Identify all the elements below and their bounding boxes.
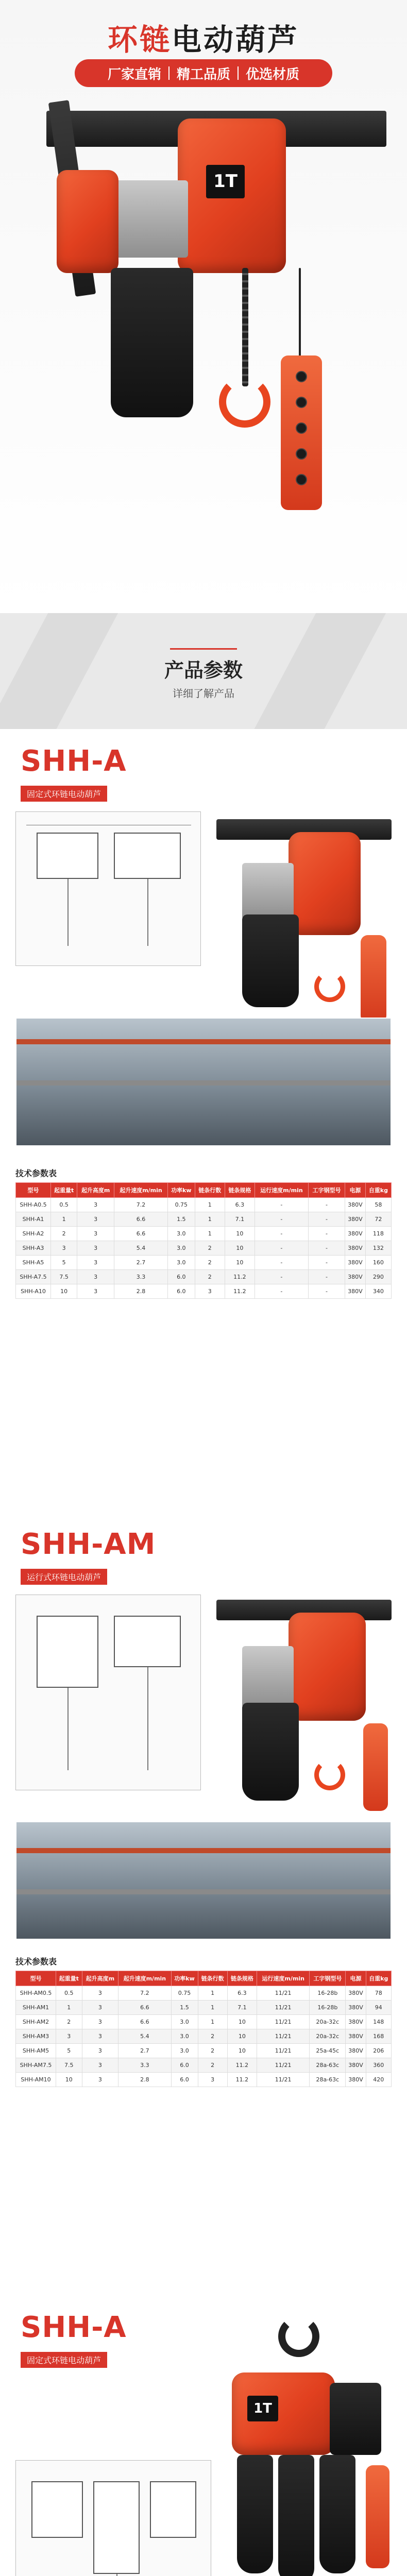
- table-cell: 160: [365, 1256, 391, 1270]
- table-row: [16, 2073, 392, 2087]
- table-cell: 2.7: [114, 1256, 168, 1270]
- table-cell: 1: [195, 1198, 225, 1212]
- table-cell: 28a-63c: [310, 2058, 346, 2073]
- table-header-cell: 型号: [16, 1183, 51, 1198]
- table-cell: -: [308, 1212, 345, 1227]
- table-cell: 2: [195, 1256, 225, 1270]
- technical-drawing: [15, 811, 201, 966]
- table-header-cell: 自重kg: [365, 1183, 391, 1198]
- table-cell: 6.6: [114, 1227, 168, 1241]
- table-cell: 3: [77, 1284, 114, 1299]
- hook-icon: [219, 376, 270, 428]
- banner-line: [170, 648, 237, 650]
- table-header-cell: 起升高度m: [77, 1183, 114, 1198]
- table-row: [16, 1256, 392, 1270]
- table-cell: 3: [50, 1241, 77, 1256]
- table-cell: 78: [366, 1986, 391, 2001]
- table-cell: -: [308, 1198, 345, 1212]
- spec-table-title: 技术参数表: [15, 1168, 57, 1178]
- pendant-control: [361, 935, 386, 1023]
- table-header-cell: 功率kw: [167, 1183, 195, 1198]
- drawing-line: [67, 879, 69, 946]
- table-cell: -: [308, 1284, 345, 1299]
- table-cell: 380V: [346, 2044, 366, 2058]
- table-cell: 3: [82, 1986, 118, 2001]
- table-cell: 11.2: [225, 1270, 255, 1284]
- hero-title-dark: 电动葫芦: [172, 22, 300, 57]
- table-cell: 1.5: [171, 2001, 198, 2015]
- drawing-line: [116, 2574, 117, 2576]
- table-cell: SHH-A0.5: [16, 1198, 51, 1212]
- params-subtitle: 详细了解产品: [173, 687, 234, 700]
- table-cell: 2.7: [118, 2044, 171, 2058]
- table-cell: 3: [77, 1241, 114, 1256]
- table-row: [16, 2058, 392, 2073]
- table-cell: -: [255, 1284, 308, 1299]
- table-cell: 3: [82, 2015, 118, 2029]
- hero-title-red: 环链: [107, 22, 172, 57]
- table-header-cell: 起升速度m/min: [114, 1183, 168, 1198]
- table-row: [16, 2029, 392, 2044]
- table-cell: 20a-32c: [310, 2029, 346, 2044]
- pendant-control: [363, 1723, 388, 1811]
- hoist-end-cover: [57, 170, 118, 273]
- product-block-1: [0, 729, 407, 1512]
- table-cell: 380V: [346, 2029, 366, 2044]
- table-cell: 10: [227, 2015, 257, 2029]
- table-header-cell: 链条规格: [225, 1183, 255, 1198]
- table-cell: SHH-A7.5: [16, 1270, 51, 1284]
- table-cell: SHH-AM0.5: [16, 1986, 56, 2001]
- table-row: [16, 1227, 392, 1241]
- chain-bag: [319, 2455, 355, 2573]
- chain-bag: [111, 268, 193, 417]
- table-cell: 16-28b: [310, 2001, 346, 2015]
- table-cell: 11.2: [227, 2058, 257, 2073]
- table-cell: 10: [50, 1284, 77, 1299]
- table-row: [16, 1986, 392, 2001]
- product-model-name: SHH-A: [21, 2311, 127, 2344]
- table-cell: 7.2: [114, 1198, 168, 1212]
- table-cell: 3.3: [114, 1270, 168, 1284]
- table-row: [16, 1241, 392, 1256]
- table-cell: 3.0: [167, 1241, 195, 1256]
- table-cell: 25a-45c: [310, 2044, 346, 2058]
- table-header-cell: 电源: [346, 1971, 366, 1986]
- table-cell: 380V: [346, 2073, 366, 2087]
- table-cell: 3: [77, 1227, 114, 1241]
- table-cell: 420: [366, 2073, 391, 2087]
- table-cell: 0.75: [171, 1986, 198, 2001]
- product-model-name: SHH-AM: [21, 1528, 156, 1561]
- table-cell: 3: [77, 1256, 114, 1270]
- table-header-cell: 链条行数: [198, 1971, 227, 1986]
- table-header-cell: 链条规格: [227, 1971, 257, 1986]
- table-cell: 2: [56, 2015, 82, 2029]
- top-hook-icon: [278, 2316, 319, 2357]
- table-cell: 11/21: [257, 2058, 310, 2073]
- table-cell: 2: [198, 2029, 227, 2044]
- table-cell: 2: [195, 1241, 225, 1256]
- table-cell: 380V: [346, 1986, 366, 2001]
- table-cell: 2.8: [118, 2073, 171, 2087]
- table-cell: -: [308, 1256, 345, 1270]
- table-row: [16, 1284, 392, 1299]
- product-description: 固定式环链电动葫芦: [21, 2352, 107, 2368]
- load-chain: [242, 268, 248, 386]
- table-cell: SHH-AM5: [16, 2044, 56, 2058]
- table-cell: 290: [365, 1270, 391, 1284]
- technical-drawing: [15, 2460, 211, 2576]
- table-cell: 6.6: [114, 1212, 168, 1227]
- table-header-cell: 链条行数: [195, 1183, 225, 1198]
- table-cell: SHH-AM7.5: [16, 2058, 56, 2073]
- table-cell: 10: [227, 2029, 257, 2044]
- table-cell: 10: [56, 2073, 82, 2087]
- badge-separator: [238, 66, 239, 80]
- params-title: 产品参数: [164, 659, 243, 682]
- table-cell: 1: [195, 1227, 225, 1241]
- chain-bag: [278, 2455, 314, 2576]
- table-cell: 3.3: [118, 2058, 171, 2073]
- table-header-cell: 运行速度m/min: [257, 1971, 310, 1986]
- table-cell: 16-28b: [310, 1986, 346, 2001]
- product-description: 固定式环链电动葫芦: [21, 786, 107, 802]
- table-cell: 3.0: [167, 1227, 195, 1241]
- table-cell: 11/21: [257, 2029, 310, 2044]
- hook-icon: [314, 1759, 345, 1790]
- table-cell: 3: [82, 2058, 118, 2073]
- table-header-cell: 起重量t: [56, 1971, 82, 1986]
- table-cell: 5.4: [118, 2029, 171, 2044]
- table-cell: 2: [195, 1270, 225, 1284]
- drawing-line: [147, 1667, 148, 1770]
- table-cell: 7.2: [118, 1986, 171, 2001]
- table-cell: 1: [198, 2015, 227, 2029]
- badge-quality: 精工品质: [176, 66, 230, 82]
- table-cell: -: [255, 1256, 308, 1270]
- table-cell: 7.5: [56, 2058, 82, 2073]
- product-block-3: [0, 2295, 407, 2576]
- table-cell: SHH-AM3: [16, 2029, 56, 2044]
- table-cell: 132: [365, 1241, 391, 1256]
- table-cell: 5.4: [114, 1241, 168, 1256]
- factory-photo: [15, 1821, 392, 1940]
- table-cell: 6.0: [167, 1270, 195, 1284]
- technical-drawing: [15, 1595, 201, 1790]
- product-block-2: [0, 1512, 407, 2295]
- table-header-cell: 起重量t: [50, 1183, 77, 1198]
- table-cell: 28a-63c: [310, 2073, 346, 2087]
- table-row: [16, 1270, 392, 1284]
- table-cell: 7.1: [225, 1212, 255, 1227]
- table-cell: 1: [50, 1212, 77, 1227]
- table-cell: 3: [82, 2073, 118, 2087]
- table-header-cell: 起升速度m/min: [118, 1971, 171, 1986]
- table-cell: 11/21: [257, 2044, 310, 2058]
- spec-table: [15, 1971, 392, 2087]
- table-cell: 2.8: [114, 1284, 168, 1299]
- table-header-cell: 起升高度m: [82, 1971, 118, 1986]
- table-cell: 3.0: [171, 2029, 198, 2044]
- table-cell: 20a-32c: [310, 2015, 346, 2029]
- table-cell: -: [255, 1241, 308, 1256]
- table-cell: SHH-AM10: [16, 2073, 56, 2087]
- table-cell: 380V: [345, 1227, 366, 1241]
- table-cell: 380V: [345, 1198, 366, 1212]
- badge-direct-sale: 厂家直销: [107, 66, 161, 82]
- table-cell: 1: [195, 1212, 225, 1227]
- table-cell: 10: [225, 1227, 255, 1241]
- table-cell: 11/21: [257, 2073, 310, 2087]
- table-cell: 3: [77, 1270, 114, 1284]
- table-cell: -: [255, 1198, 308, 1212]
- table-cell: 3.0: [167, 1256, 195, 1270]
- pendant-button-icon: [296, 448, 307, 460]
- table-cell: 3: [77, 1212, 114, 1227]
- table-cell: 11/21: [257, 1986, 310, 2001]
- crane-beam: [16, 1039, 391, 1044]
- hook-icon: [314, 971, 345, 1002]
- table-row: [16, 2001, 392, 2015]
- table-cell: SHH-A2: [16, 1227, 51, 1241]
- table-row: [16, 2015, 392, 2029]
- table-cell: SHH-AM1: [16, 2001, 56, 2015]
- table-cell: 3: [198, 2073, 227, 2087]
- table-cell: -: [308, 1241, 345, 1256]
- table-cell: 6.6: [118, 2015, 171, 2029]
- table-cell: 3: [82, 2001, 118, 2015]
- table-cell: -: [255, 1212, 308, 1227]
- table-header-cell: 工字钢型号: [308, 1183, 345, 1198]
- table-header-cell: 运行速度m/min: [255, 1183, 308, 1198]
- pendant-cable: [299, 268, 301, 361]
- table-row: [16, 1198, 392, 1212]
- table-cell: SHH-A5: [16, 1256, 51, 1270]
- table-cell: 3: [82, 2044, 118, 2058]
- table-cell: 3: [56, 2029, 82, 2044]
- pendant-control: [366, 2465, 389, 2568]
- hero-badges: [75, 59, 332, 87]
- table-header-cell: 功率kw: [171, 1971, 198, 1986]
- hoist-motor-body: [289, 1613, 366, 1721]
- table-cell: -: [308, 1270, 345, 1284]
- table-cell: 0.5: [56, 1986, 82, 2001]
- table-cell: 10: [227, 2044, 257, 2058]
- table-cell: 1.5: [167, 1212, 195, 1227]
- chain-bag: [237, 2455, 273, 2573]
- pendant-button-icon: [296, 474, 307, 485]
- table-cell: 380V: [346, 2015, 366, 2029]
- table-cell: 6.0: [171, 2073, 198, 2087]
- table-cell: 11/21: [257, 2015, 310, 2029]
- table-row: [16, 2044, 392, 2058]
- table-cell: 1: [198, 1986, 227, 2001]
- table-cell: 2: [50, 1227, 77, 1241]
- table-cell: 380V: [345, 1212, 366, 1227]
- table-cell: SHH-A3: [16, 1241, 51, 1256]
- table-cell: 58: [365, 1198, 391, 1212]
- table-cell: SHH-A1: [16, 1212, 51, 1227]
- capacity-plate: 1T: [247, 2396, 278, 2421]
- spec-table-title: 技术参数表: [15, 1957, 57, 1967]
- table-cell: 0.5: [50, 1198, 77, 1212]
- table-cell: 168: [366, 2029, 391, 2044]
- table-cell: 10: [225, 1241, 255, 1256]
- table-cell: 10: [225, 1256, 255, 1270]
- table-cell: 6.6: [118, 2001, 171, 2015]
- factory-photo: [15, 1018, 392, 1146]
- chain-bag: [242, 914, 299, 1007]
- crane-beam: [16, 1889, 391, 1894]
- pendant-button-icon: [296, 397, 307, 408]
- table-header-cell: 电源: [345, 1183, 366, 1198]
- table-cell: 94: [366, 2001, 391, 2015]
- drawing-box: [37, 1616, 98, 1688]
- table-cell: 3: [195, 1284, 225, 1299]
- table-header-cell: 自重kg: [366, 1971, 391, 1986]
- gear-housing: [330, 2383, 381, 2455]
- table-cell: -: [255, 1270, 308, 1284]
- table-cell: SHH-AM2: [16, 2015, 56, 2029]
- table-cell: 11.2: [225, 1284, 255, 1299]
- table-cell: 380V: [345, 1241, 366, 1256]
- hoist-gear-housing: [111, 180, 188, 258]
- table-cell: 0.75: [167, 1198, 195, 1212]
- drawing-box: [31, 2481, 83, 2538]
- drawing-box: [114, 833, 181, 879]
- crane-beam: [16, 1080, 391, 1086]
- table-header-cell: 型号: [16, 1971, 56, 1986]
- table-cell: 2: [198, 2058, 227, 2073]
- hero-title: [0, 15, 407, 59]
- table-cell: 380V: [345, 1256, 366, 1270]
- drawing-box: [114, 1616, 181, 1667]
- table-cell: 6.0: [167, 1284, 195, 1299]
- product-model-name: SHH-A: [21, 744, 127, 778]
- table-cell: 3: [77, 1198, 114, 1212]
- table-cell: 5: [50, 1256, 77, 1270]
- table-cell: 340: [365, 1284, 391, 1299]
- table-cell: 3.0: [171, 2044, 198, 2058]
- table-cell: 7.5: [50, 1270, 77, 1284]
- chain-bag: [242, 1703, 299, 1801]
- table-cell: -: [308, 1227, 345, 1241]
- table-cell: 72: [365, 1212, 391, 1227]
- table-cell: 7.1: [227, 2001, 257, 2015]
- hoist-gear-housing: [242, 863, 294, 920]
- table-cell: 6.0: [171, 2058, 198, 2073]
- table-cell: 2: [198, 2044, 227, 2058]
- table-cell: 1: [198, 2001, 227, 2015]
- drawing-box: [150, 2481, 196, 2538]
- table-cell: 1: [56, 2001, 82, 2015]
- table-cell: 118: [365, 1227, 391, 1241]
- params-banner: [0, 613, 407, 729]
- badge-material: 优选材质: [246, 66, 300, 82]
- capacity-plate: 1T: [206, 165, 245, 198]
- table-cell: 148: [366, 2015, 391, 2029]
- table-cell: 3: [82, 2029, 118, 2044]
- table-cell: 11.2: [227, 2073, 257, 2087]
- table-cell: 6.3: [227, 1986, 257, 2001]
- table-cell: 360: [366, 2058, 391, 2073]
- drawing-box: [37, 833, 98, 879]
- table-cell: 206: [366, 2044, 391, 2058]
- table-cell: 380V: [345, 1284, 366, 1299]
- table-cell: SHH-A10: [16, 1284, 51, 1299]
- table-cell: -: [255, 1227, 308, 1241]
- spec-table: [15, 1182, 392, 1299]
- table-cell: 6.3: [225, 1198, 255, 1212]
- table-cell: 11/21: [257, 2001, 310, 2015]
- badge-separator: [168, 66, 169, 80]
- table-header-cell: 工字钢型号: [310, 1971, 346, 1986]
- table-cell: 3.0: [171, 2015, 198, 2029]
- hero-section: [0, 0, 407, 613]
- drawing-line: [67, 1688, 69, 1770]
- pendant-button-icon: [296, 422, 307, 434]
- drawing-box: [93, 2481, 140, 2574]
- pendant-button-icon: [296, 371, 307, 382]
- table-cell: 380V: [345, 1270, 366, 1284]
- product-description: 运行式环链电动葫芦: [21, 1569, 107, 1585]
- crane-beam: [16, 1848, 391, 1853]
- hoist-gear-housing: [242, 1646, 294, 1708]
- table-cell: 380V: [346, 2001, 366, 2015]
- table-cell: 380V: [346, 2058, 366, 2073]
- hoist-motor-body: [289, 832, 361, 935]
- table-cell: 5: [56, 2044, 82, 2058]
- table-row: [16, 1212, 392, 1227]
- drawing-line: [147, 879, 148, 946]
